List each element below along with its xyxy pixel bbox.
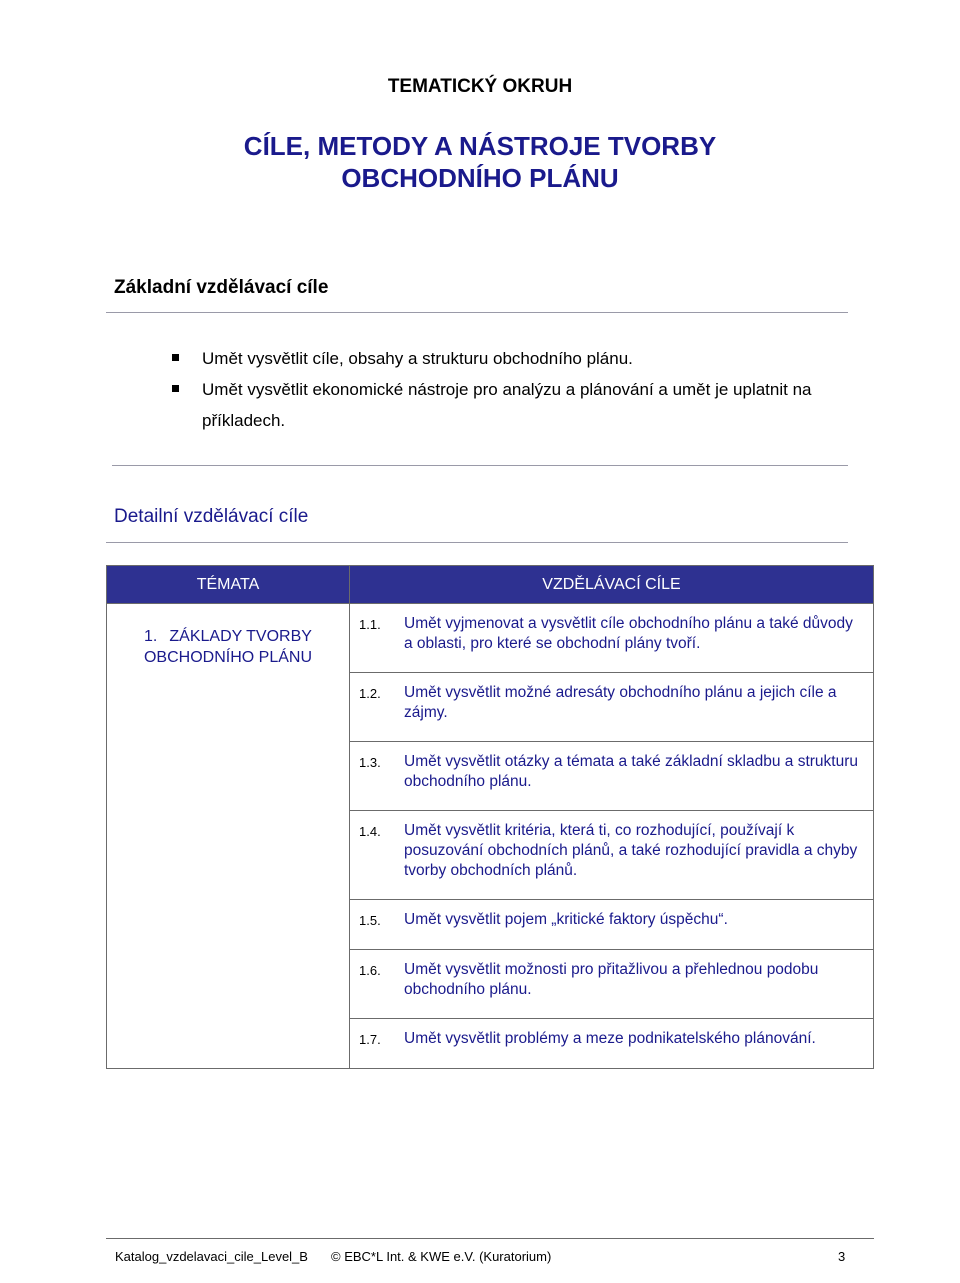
list-item <box>172 343 852 374</box>
goal-cell <box>350 900 874 950</box>
goal-number: 1.7. <box>359 1032 381 1047</box>
table-header-row <box>107 566 874 604</box>
goal-text: Umět vysvětlit pojem „kritické faktory úspěchu“. <box>404 911 728 928</box>
goal-number: 1.3. <box>359 755 381 770</box>
goal-cell <box>350 1019 874 1069</box>
footer-divider <box>106 1238 874 1239</box>
goal-cell <box>350 742 874 811</box>
goal-number: 1.1. <box>359 617 381 632</box>
goal-number: 1.5. <box>359 913 381 928</box>
square-bullet-icon <box>172 385 179 392</box>
basic-goals-list <box>172 343 852 436</box>
goal-number: 1.6. <box>359 963 381 978</box>
basic-goals-heading: Základní vzdělávací cíle <box>114 277 329 298</box>
footer-copyright: © EBC*L Int. & KWE e.V. (Kuratorium) <box>331 1249 552 1264</box>
document-label: TEMATICKÝ OKRUH <box>387 76 573 97</box>
list-item-text: Umět vysvětlit cíle, obsahy a strukturu obchodního plánu. <box>202 349 633 368</box>
divider <box>112 465 848 466</box>
goals-table <box>106 565 874 1069</box>
goal-text: Umět vyjmenovat a vysvětlit cíle obchodního plánu a také důvody a oblasti, pro které se obchodní plány tvoří. <box>404 615 853 652</box>
detailed-goals-heading: Detailní vzdělávací cíle <box>114 506 309 527</box>
goal-text: Umět vysvětlit kritéria, která ti, co rozhodující, používají k posuzování obchodních plánů, a také rozhodující pravidla a chyby tvorby obchodních plánů. <box>404 822 858 879</box>
goal-cell <box>350 811 874 900</box>
goal-number: 1.4. <box>359 824 381 839</box>
goal-number: 1.2. <box>359 686 381 701</box>
footer-document-name: Katalog_vzdelavaci_cile_Level_B <box>115 1249 308 1264</box>
goal-cell <box>350 950 874 1019</box>
list-item-text: Umět vysvětlit ekonomické nástroje pro analýzu a plánování a umět je uplatnit na příkladech. <box>202 380 812 430</box>
topic-number: 1. <box>144 628 158 645</box>
column-header-goals: VZDĚLÁVACÍ CÍLE <box>350 566 874 604</box>
document-title <box>0 130 960 194</box>
table-row <box>107 604 874 673</box>
divider <box>106 312 848 313</box>
goal-text: Umět vysvětlit problémy a meze podnikatelského plánování. <box>404 1030 816 1047</box>
goal-cell <box>350 673 874 742</box>
list-item <box>172 374 852 436</box>
goal-cell <box>350 604 874 673</box>
column-header-topics: TÉMATA <box>107 566 350 604</box>
goal-text: Umět vysvětlit možnosti pro přitažlivou a přehlednou podobu obchodního plánu. <box>404 961 819 998</box>
topic-cell <box>107 604 350 1069</box>
title-line-2: OBCHODNÍHO PLÁNU <box>341 163 619 193</box>
divider <box>106 542 848 543</box>
title-line-1: CÍLE, METODY A NÁSTROJE TVORBY <box>243 131 717 161</box>
square-bullet-icon <box>172 354 179 361</box>
topic-title-line-2: OBCHODNÍHO PLÁNU <box>143 649 313 666</box>
page-number: 3 <box>838 1249 846 1264</box>
goal-text: Umět vysvětlit možné adresáty obchodního plánu a jejich cíle a zájmy. <box>404 684 837 721</box>
topic-title-line-1: ZÁKLADY TVORBY <box>169 628 312 645</box>
goal-text: Umět vysvětlit otázky a témata a také základní skladbu a strukturu obchodního plánu. <box>404 753 859 790</box>
